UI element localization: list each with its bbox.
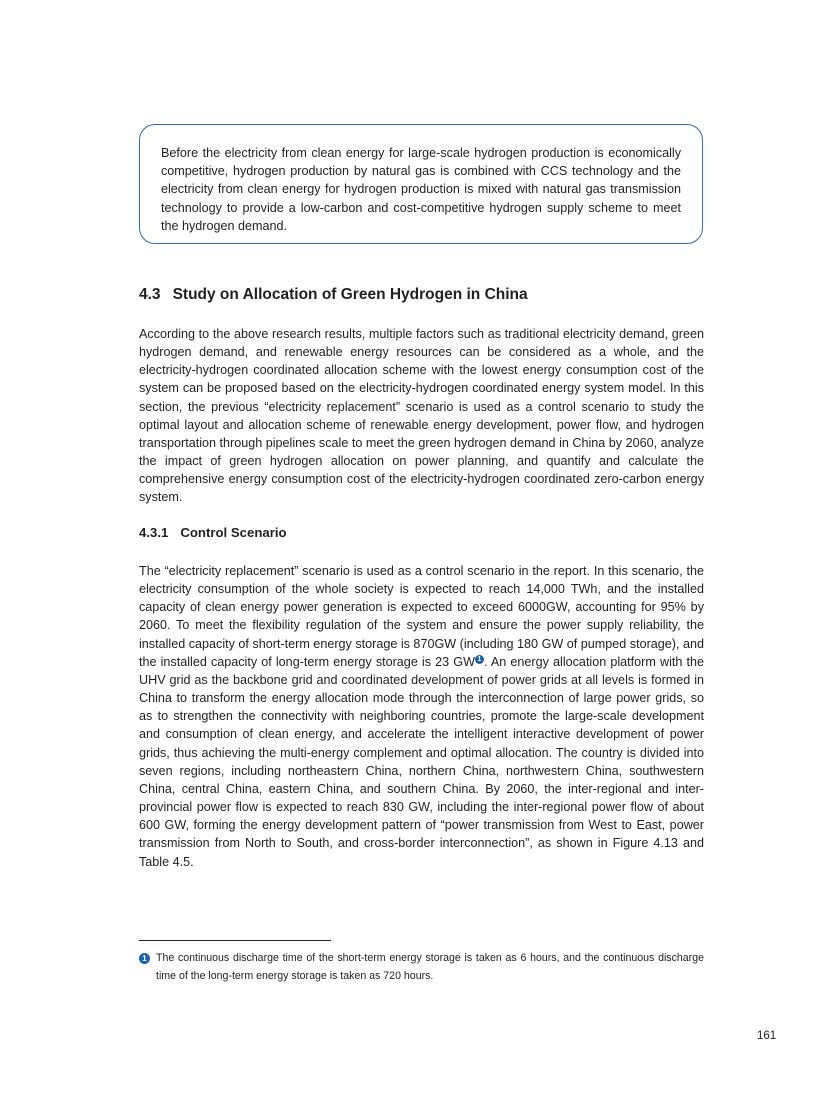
section-paragraph: According to the above research results, multiple factors such as traditional electricity demand, green hydrogen demand, and renewable energy resources can be considered as a whole, and the electricity-hydrogen coordinated allocation scheme with the lowest energy consumption cost of the system can be proposed based on the electricity-hydrogen coordinated energy system model. In this section, the previous “electricity replacement” scenario is used as a control scenario to study the optimal layout and allocation scheme of renewable energy development, power flow, and hydrogen transportation through pipelines scale to meet the green hydrogen demand in China by 2060, analyze the impact of green hydrogen allocation on power planning, and quantify and calculate the comprehensive energy consumption cost of the electricity-hydrogen coordinated zero-carbon energy system. [139,327,704,505]
footnote-divider [139,940,331,941]
subsection-title: Control Scenario [180,525,287,540]
callout-text: Before the electricity from clean energy for large-scale hydrogen production is economically competitive, hydrogen production by natural gas is combined with CCS technology and the electricity from clean energy for hydrogen production is mixed with natural gas transmission technology to provide a low-carbon and cost-competitive hydrogen supply scheme to meet the hydrogen demand. [161,146,681,233]
callout-box [139,124,703,244]
subsection-number: 4.3.1 [139,525,169,540]
subsection-heading [139,525,287,540]
footnote-text: The continuous discharge time of the short-term energy storage is taken as 6 hours, and the continuous discharge time of the long-term energy storage is taken as 720 hours. [156,952,704,982]
footnote [139,950,704,985]
page-number: 161 [757,1030,777,1042]
footnote-number-icon: 1 [139,953,150,964]
subsection-paragraph [139,562,704,871]
paragraph-text-part2: . An energy allocation platform with the UHV grid as the backbone grid and coordinated development of power grids at all levels is formed in China to transform the energy allocation mode through the interconnection of large power grids, so as to strengthen the connectivity with neighboring countries, promote the large-scale development and consumption of clean energy, and accelerate the intelligent interactive development of power grids, thus achieving the multi-energy complement and optimal allocation. The country is divided into seven regions, including northeastern China, northern China, northwestern China, southwestern China, central China, eastern China, and southern China. By 2060, the inter-regional and inter-provincial power flow is expected to reach 830 GW, including the inter-regional power flow of about 600 GW, forming the energy development pattern of “power transmission from West to East, power transmission from North to South, and cross-border interconnection”, as shown in Figure 4.13 and Table 4.5. [139,654,704,869]
section-title: Study on Allocation of Green Hydrogen in China [172,286,528,303]
paragraph-text-part1: The “electricity replacement” scenario is used as a control scenario in the report. In this scenario, the electricity consumption of the whole society is expected to reach 14,000 TWh, and the installed capacity of clean energy power generation is expected to exceed 6000GW, accounting for 95% by 2060. To meet the flexibility regulation of the system and ensure the power supply reliability, the installed capacity of short-term energy storage is 870GW (including 180 GW of pumped storage), and the installed capacity of long-term energy storage is 23 GW [139,564,704,669]
section-number: 4.3 [139,286,161,303]
section-heading [139,286,528,304]
footnote-reference-icon[interactable]: 1 [475,655,484,664]
